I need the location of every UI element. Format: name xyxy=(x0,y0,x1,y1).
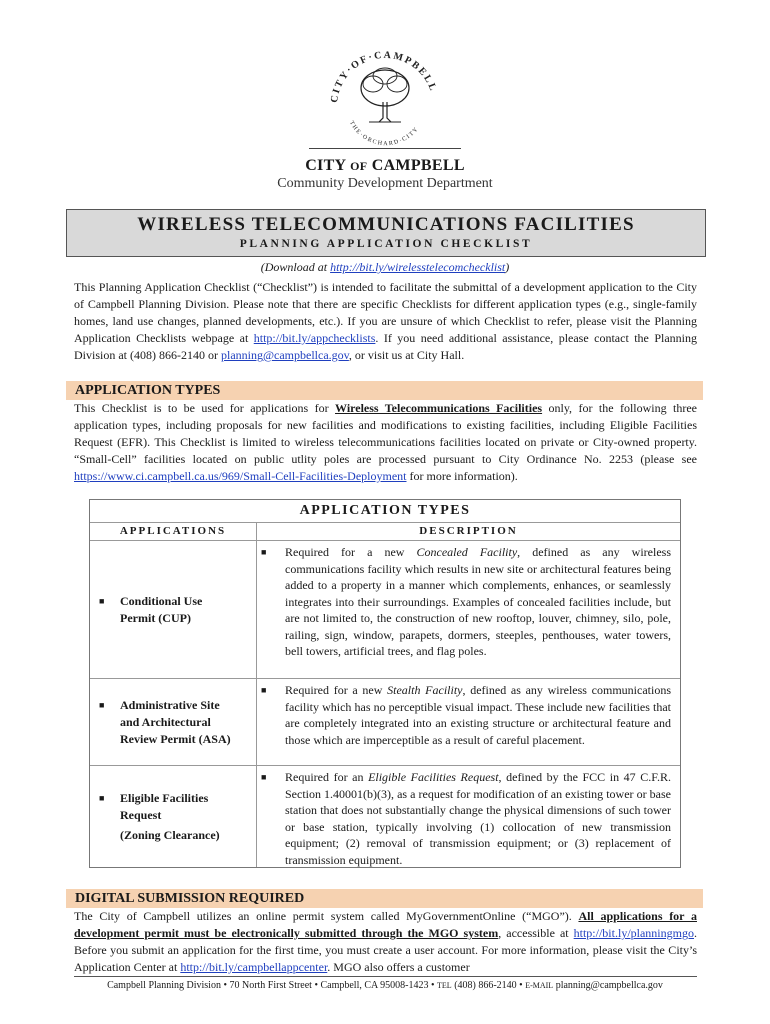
city-name-part: CAMPBELL xyxy=(371,157,465,174)
description-part: Required for an xyxy=(285,770,369,784)
paragraph-text: . Before you submit an application for the first time, you must create a user account. For more information, please visit the City’s Application Center at xyxy=(74,926,697,974)
application-name-line: Request xyxy=(120,808,162,822)
download-link[interactable]: http://bit.ly/wirelesstelecomchecklist xyxy=(330,260,506,274)
digital-submission-paragraph xyxy=(74,908,697,976)
table-row xyxy=(90,541,680,679)
paragraph-text: This Checklist is to be used for applications for xyxy=(74,401,336,415)
description-text xyxy=(261,769,671,868)
paragraph-text: The City of Campbell utilizes an online permit system called MyGovernmentOnline (“MGO”). xyxy=(74,909,579,923)
paragraph-text: only, for the following three application types, including proposals for new facilities and modifications to existing facilities, including Eligible Facilities Request (EFR). This Checklist is limited to wireless telecommunications facilities located on private or City-owned property. “Small-Cell” facilities located on public utlity poles are processed pursuant to City Ordinance No. 2253 (please see xyxy=(74,401,698,466)
description-cell xyxy=(257,679,680,765)
table-title: APPLICATION TYPES xyxy=(90,500,680,523)
application-name-line: (Zoning Clearance) xyxy=(120,828,220,842)
svg-text:CITY·OF·CAMPBELL xyxy=(329,50,439,104)
intro-text: . If you need additional assistance, please contact the Planning Division at (408) 866-2140 or xyxy=(74,331,697,362)
paragraph-text: . MGO also offers a customer xyxy=(327,960,470,974)
application-name-line: Review Permit (ASA) xyxy=(120,732,231,746)
description-term: Concealed Facility xyxy=(416,545,518,559)
description-part: Required for a new xyxy=(285,683,388,697)
city-name-of: OF xyxy=(350,159,368,173)
section-heading-digital-submission: DIGITAL SUBMISSION REQUIRED xyxy=(66,889,703,908)
application-cell xyxy=(90,541,257,678)
application-types-paragraph xyxy=(74,400,697,485)
column-header-description: DESCRIPTION xyxy=(257,522,680,541)
application-cell xyxy=(90,766,257,867)
description-cell xyxy=(257,766,680,867)
application-name-line: and Architectural xyxy=(120,715,211,729)
description-term: Eligible Facilities Request xyxy=(368,770,499,784)
seal-bottom-text: THE·ORCHARD·CITY xyxy=(347,120,421,146)
section-heading-application-types: APPLICATION TYPES xyxy=(66,381,703,400)
document-title: WIRELESS TELECOMMUNICATIONS FACILITIES xyxy=(137,214,635,235)
application-types-table xyxy=(89,499,681,868)
city-name-part: CITY xyxy=(305,157,346,174)
footer-tel: (408) 866-2140 • xyxy=(451,980,526,991)
description-part: , defined by the FCC in 47 C.F.R. Section 1.40001(b)(3), as a request for modification of an existing tower or base station that does not substantially change the physical dimensions of such tower or base station, typically involving (1) collocation of new transmission equipment; (2) removal of transmission equipment; or (3) replacement of transmission equipment. xyxy=(285,770,671,867)
application-name-line: Conditional Use xyxy=(120,594,203,608)
description-part: , defined as any wireless communications facility which results in new site or architectural features being added to a property in a manner which complements, enhances, or seamlessly integrates into their surroundings. Examples of concealed facilities include, but are not limited to, the construction of new rooftop, louver, chimney, silo, pole, railing, sign, window, parapets, dormers, steeples, penthouses, water towers, bell towers, artificial trees, and flag poles. xyxy=(285,545,671,658)
seal-top-text: CITY·OF·CAMPBELL xyxy=(328,49,439,104)
emphasis-text: All applications for a development permit must be electronically submitted through the MGO system xyxy=(74,909,697,940)
application-name xyxy=(99,697,249,748)
title-box xyxy=(66,209,706,257)
document-subtitle: PLANNING APPLICATION CHECKLIST xyxy=(239,238,533,250)
city-name xyxy=(0,157,770,175)
description-text xyxy=(261,544,671,660)
application-name xyxy=(99,593,249,627)
table-row xyxy=(90,679,680,766)
paragraph-text: for more information). xyxy=(406,469,518,483)
application-name-line: Permit (CUP) xyxy=(120,611,191,625)
intro-text: This Planning Application Checklist (“Checklist”) is intended to facilitate the submittal of a development application to the City of Campbell Planning Division. Please note that there are specific Checklists for different application types (e.g., single-family homes, land use changes, planned developments, etc.). If you are unsure of which Checklist to refer, please visit the Planning Application Checklists webpage at xyxy=(74,280,697,345)
paragraph-text: , accessible at xyxy=(498,926,574,940)
download-prefix: (Download at xyxy=(260,260,331,274)
emphasis-text: Wireless Telecommunications Facilities xyxy=(335,401,543,415)
description-term: Stealth Facility xyxy=(387,683,463,697)
description-part: Required for a new xyxy=(285,545,417,559)
bullet-icon: ■ xyxy=(99,793,105,803)
seal-divider xyxy=(309,148,461,149)
application-cell xyxy=(90,679,257,765)
footer-divider xyxy=(74,976,697,977)
footer-tel-label: TEL xyxy=(437,981,452,990)
column-header-applications: APPLICATIONS xyxy=(90,522,257,541)
page-footer xyxy=(0,980,770,991)
bullet-icon: ■ xyxy=(99,596,105,606)
svg-text:THE·ORCHARD·CITY xyxy=(348,120,420,146)
intro-paragraph xyxy=(74,279,697,364)
city-seal-logo xyxy=(321,36,449,146)
footer-email-label: E-MAIL xyxy=(525,981,554,990)
application-name xyxy=(99,790,249,844)
description-cell xyxy=(257,541,680,678)
tree-icon xyxy=(361,68,409,122)
table-row xyxy=(90,766,680,867)
department-name: Community Development Department xyxy=(277,176,493,191)
planning-email-link[interactable]: planning@campbellca.gov xyxy=(220,348,349,362)
download-line xyxy=(0,260,770,275)
bullet-icon: ■ xyxy=(261,547,267,557)
intro-text: , or visit us at City Hall. xyxy=(348,348,465,362)
footer-email: planning@campbellca.gov xyxy=(553,980,663,991)
description-text xyxy=(261,682,671,748)
appcenter-link[interactable]: http://bit.ly/campbellappcenter xyxy=(180,960,328,974)
planningmgo-link[interactable]: http://bit.ly/planningmgo xyxy=(573,926,694,940)
description-part: , defined as any wireless communications facility which has no perceptible visual impact. These include new facilities that are completely integrated into an existing structure or architectural feature and those which are imperceptible as a result of careful placement. xyxy=(285,683,671,747)
footer-text: Campbell Planning Division • 70 North First Street • Campbell, CA 95008-1423 • xyxy=(107,980,438,991)
bullet-icon: ■ xyxy=(261,685,267,695)
bullet-icon: ■ xyxy=(99,700,105,710)
download-suffix: ) xyxy=(505,260,510,274)
application-name-line: Eligible Facilities xyxy=(120,791,209,805)
appchecklists-link[interactable]: http://bit.ly/appchecklists xyxy=(253,331,376,345)
small-cell-link[interactable]: https://www.ci.campbell.ca.us/969/Small-Cell-Facilities-Deployment xyxy=(74,469,407,483)
application-name-line: Administrative Site xyxy=(120,698,220,712)
bullet-icon: ■ xyxy=(261,772,267,782)
